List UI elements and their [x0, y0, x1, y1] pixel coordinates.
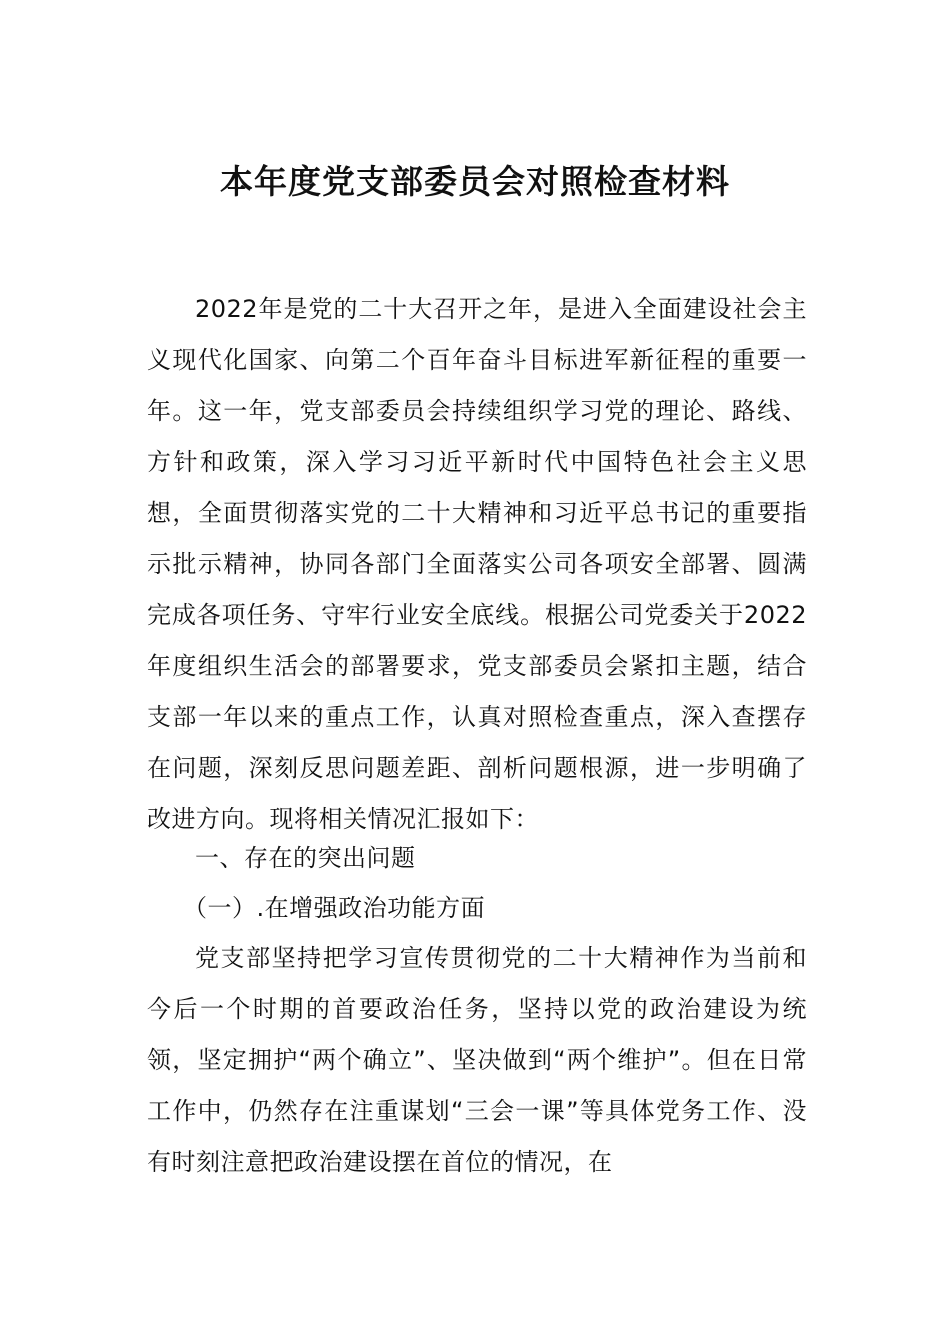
section-heading: 一、存在的突出问题: [195, 844, 416, 872]
subsection-heading: （一）.在增强政治功能方面: [183, 894, 486, 922]
intro-paragraph: 2022年是党的二十大召开之年，是进入全面建设社会主义现代化国家、向第二个百年奋斗目标进军新征程的重要一年。这一年，党支部委员会持续组织学习党的理论、路线、方针和政策，深入学习习近平新时代中国特色社会主义思想，全面贯彻落实党的二十大精神和习近平总书记的重要指示批示精神，协同各部门全面落实公司各项安全部署、圆满完成各项任务、守牢行业安全底线。根据公司党委关于2022年度组织生活会的部署要求，党支部委员会紧扣主题，结合支部一年以来的重点工作，认真对照检查重点，深入查摆存在问题，深刻反思问题差距、剖析问题根源，进一步明确了改进方向。现将相关情况汇报如下：: [147, 295, 807, 833]
body-paragraph: 党支部坚持把学习宣传贯彻党的二十大精神作为当前和今后一个时期的首要政治任务，坚持以党的政治建设为统领，坚定拥护“两个确立”、坚决做到“两个维护”。但在日常工作中，仍然存在注重谋划“三会一课”等具体党务工作、没有时刻注意把政治建设摆在首位的情况，在: [147, 944, 807, 1176]
document-title: 本年度党支部委员会对照检查材料: [220, 162, 730, 201]
